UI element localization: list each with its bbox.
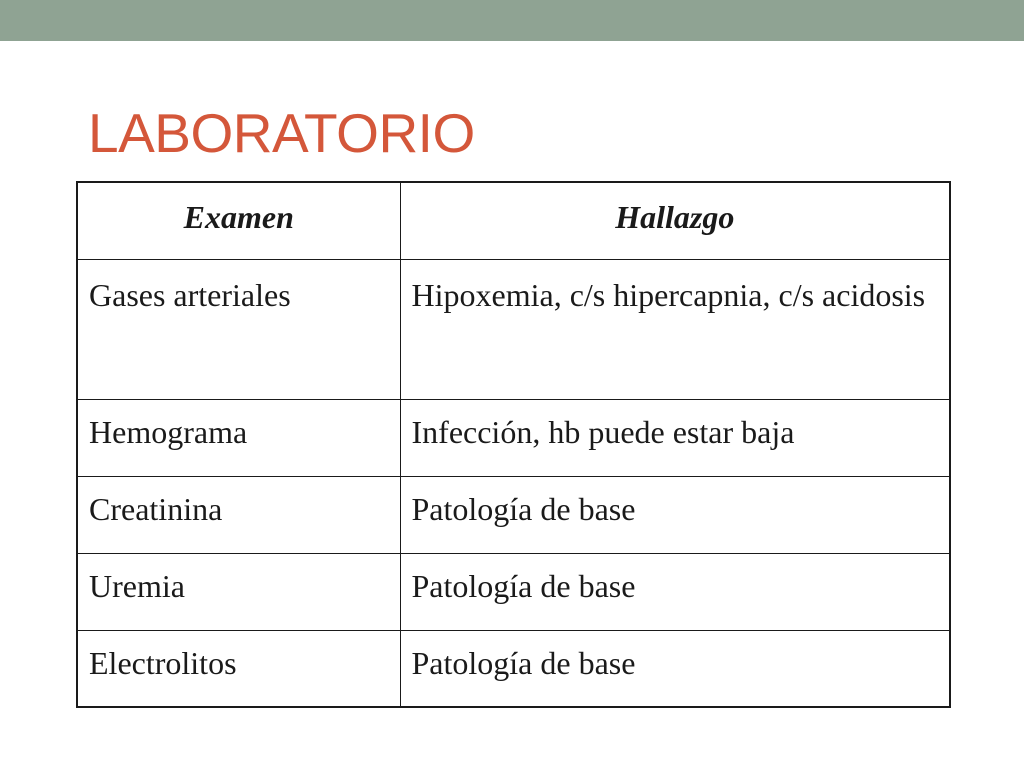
table-row	[77, 553, 950, 630]
table-header-row	[77, 182, 950, 259]
table-row	[77, 476, 950, 553]
cell-hallazgo: Patología de base	[400, 553, 950, 630]
header-examen: Examen	[77, 182, 400, 259]
cell-examen: Hemograma	[77, 399, 400, 476]
cell-examen: Creatinina	[77, 476, 400, 553]
cell-hallazgo: Infección, hb puede estar baja	[400, 399, 950, 476]
cell-examen: Gases arteriales	[77, 259, 400, 399]
top-accent-bar	[0, 0, 1024, 41]
slide-title: LABORATORIO	[88, 102, 475, 164]
table-row	[77, 259, 950, 399]
cell-hallazgo: Patología de base	[400, 630, 950, 707]
header-hallazgo: Hallazgo	[400, 182, 950, 259]
cell-examen: Electrolitos	[77, 630, 400, 707]
table-row	[77, 630, 950, 707]
table-row	[77, 399, 950, 476]
cell-examen: Uremia	[77, 553, 400, 630]
cell-hallazgo: Patología de base	[400, 476, 950, 553]
cell-hallazgo: Hipoxemia, c/s hipercapnia, c/s acidosis	[400, 259, 950, 399]
lab-table	[76, 181, 951, 708]
